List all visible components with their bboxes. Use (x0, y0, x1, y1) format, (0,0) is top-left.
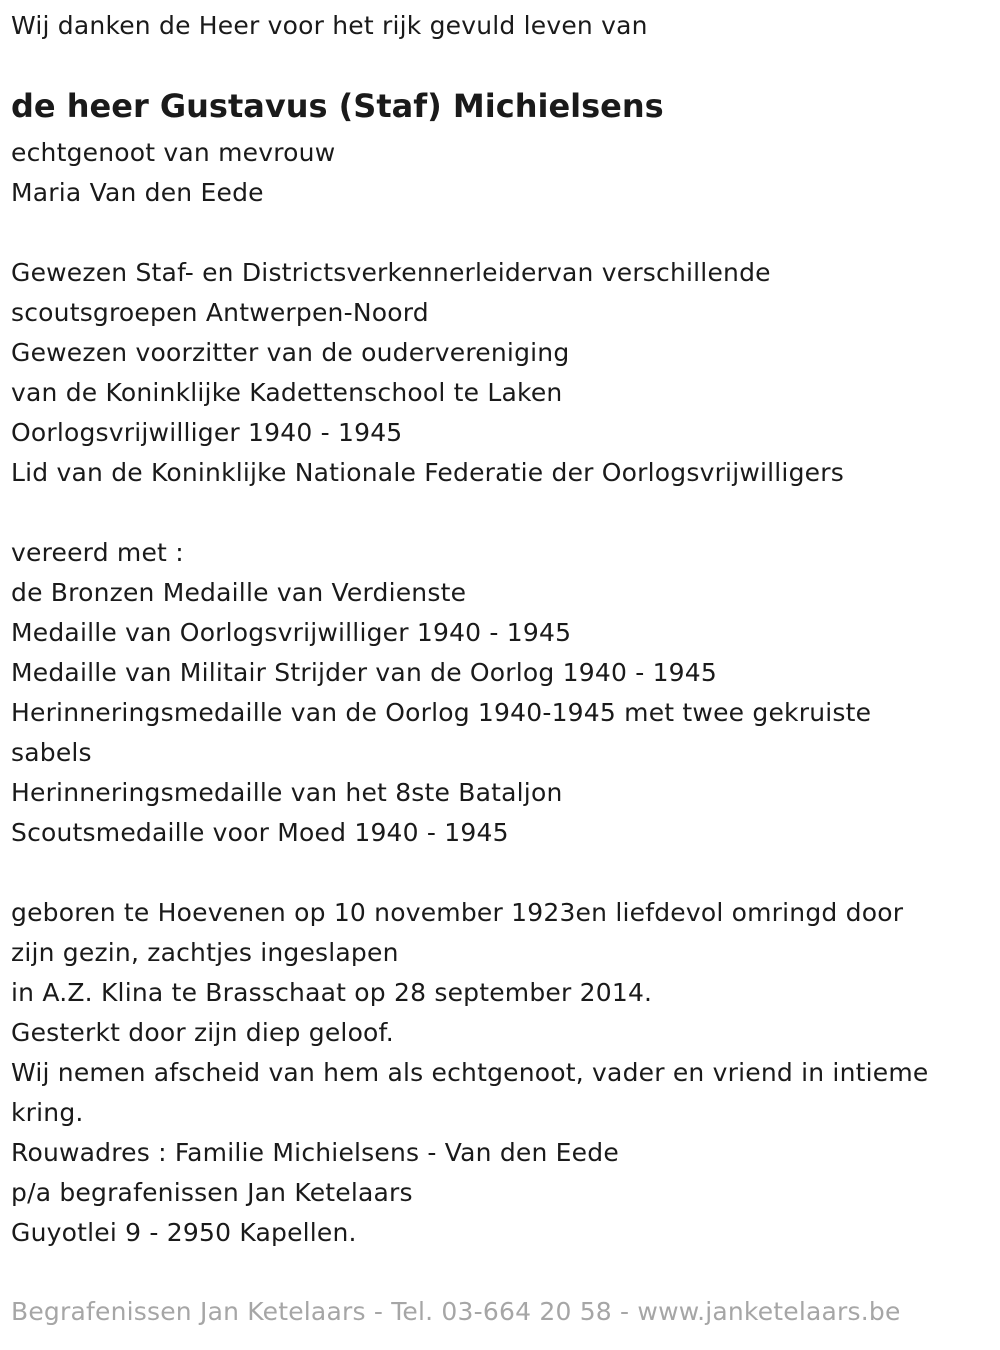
honor-line: Herinneringsmedaille van het 8ste Bataljon (11, 778, 563, 807)
function-line: scoutsgroepen Antwerpen-Noord (11, 298, 429, 327)
closing-line: geboren te Hoevenen op 10 november 1923en liefdevol omringd door (11, 898, 904, 927)
functions-section (11, 253, 844, 493)
deceased-name: de heer Gustavus (Staf) Michielsens (11, 87, 664, 125)
spouse-line: echtgenoot van mevrouw (11, 138, 336, 167)
closing-line: Wij nemen afscheid van hem als echtgenoot, vader en vriend in intieme (11, 1058, 929, 1087)
closing-line: Gesterkt door zijn diep geloof. (11, 1018, 394, 1047)
closing-line: p/a begrafenissen Jan Ketelaars (11, 1178, 413, 1207)
function-line: Lid van de Koninklijke Nationale Federatie der Oorlogsvrijwilligers (11, 458, 844, 487)
closing-line: zijn gezin, zachtjes ingeslapen (11, 938, 399, 967)
closing-line: kring. (11, 1098, 84, 1127)
honor-line: Medaille van Oorlogsvrijwilliger 1940 - 1945 (11, 618, 572, 647)
funeral-home-footer: Begrafenissen Jan Ketelaars - Tel. 03-664 20 58 - www.janketelaars.be (11, 1297, 901, 1326)
honor-line: vereerd met : (11, 538, 184, 567)
closing-section (11, 893, 928, 1253)
spouse-line: Maria Van den Eede (11, 178, 264, 207)
function-line: van de Koninklijke Kadettenschool te Laken (11, 378, 563, 407)
function-line: Oorlogsvrijwilliger 1940 - 1945 (11, 418, 403, 447)
function-line: Gewezen voorzitter van de oudervereniging (11, 338, 570, 367)
honor-line: Herinneringsmedaille van de Oorlog 1940-1945 met twee gekruiste (11, 698, 872, 727)
closing-line: Rouwadres : Familie Michielsens - Van den Eede (11, 1138, 619, 1167)
honors-section (11, 533, 871, 853)
honor-line: sabels (11, 738, 92, 767)
closing-line: Guyotlei 9 - 2950 Kapellen. (11, 1218, 357, 1247)
spouse-section (11, 133, 335, 213)
honor-line: de Bronzen Medaille van Verdienste (11, 578, 467, 607)
function-line: Gewezen Staf- en Districtsverkennerleidervan verschillende (11, 258, 771, 287)
intro-text: Wij danken de Heer voor het rijk gevuld leven van (11, 11, 648, 40)
honor-line: Scoutsmedaille voor Moed 1940 - 1945 (11, 818, 509, 847)
honor-line: Medaille van Militair Strijder van de Oorlog 1940 - 1945 (11, 658, 717, 687)
closing-line: in A.Z. Klina te Brasschaat op 28 september 2014. (11, 978, 653, 1007)
